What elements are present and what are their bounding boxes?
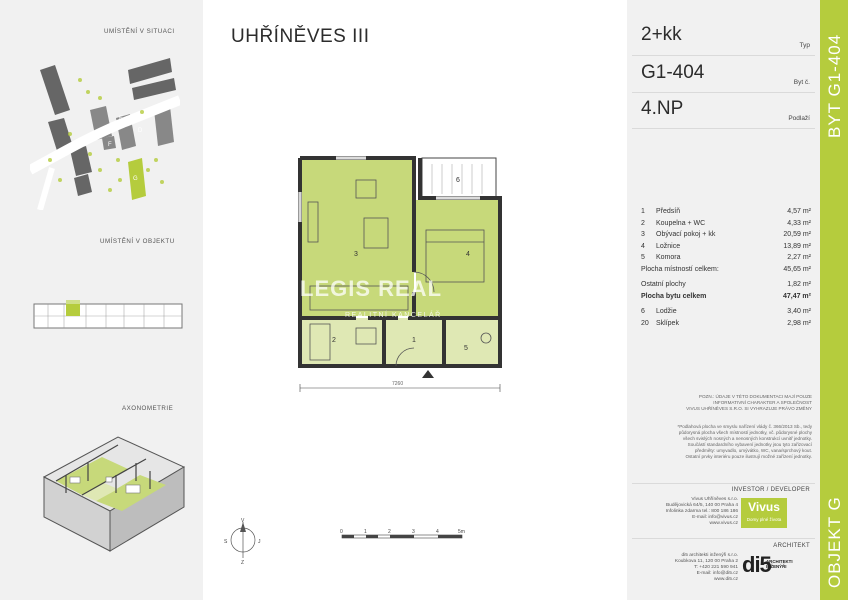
scale-bar bbox=[338, 528, 488, 542]
floor-area-note: *Podlahová plocha ve smyslu nařízení vlády č. 366/2013 Sb., tedy půdorysná plocha všech místností jednotky, vč. půdorysné plochy všech svislých nosných a nenosných konstrukcí uvnitř jednotky. Součástí standardního vybavení jednotky jsou tyto zařizovací předměty: umyvadlo, umývátko, WC, vana/sprchový kout. Ostatní prvky interiéru pouze ilustrují možné zařízení jednotky. bbox=[677, 424, 812, 459]
room-num: 1 bbox=[641, 208, 645, 216]
flat-total-label: Plocha bytu celkem bbox=[641, 292, 707, 300]
divider bbox=[632, 92, 815, 93]
vivus-logo[interactable] bbox=[741, 498, 787, 528]
extra-row bbox=[641, 306, 811, 318]
di5-logo-text: ARCHITEKTI INŽENÝŘI bbox=[766, 559, 793, 569]
investor-role: INVESTOR / DEVELOPER bbox=[731, 487, 810, 493]
watermark: LEGIS REAL bbox=[300, 276, 443, 301]
di5-logo[interactable] bbox=[742, 552, 792, 578]
vivus-logo-subtitle: Domy plné života bbox=[746, 517, 782, 522]
di5-logo-mark: di5 bbox=[742, 552, 771, 577]
rooms-total-value: 45,65 m² bbox=[783, 265, 811, 273]
room-label-5: 5 bbox=[464, 345, 468, 352]
axon-heading: AXONOMETRIE bbox=[122, 405, 174, 412]
disclaimer-note: POZN.: ÚDAJE V TÉTO DOKUMENTACI MAJÍ POUZE INFORMATIVNÍ CHARAKTER A SPOLEČNOST VIVUS UHŘÍNĚVES S.R.O. SI VYHRAZUJE PRÁVO ZMĚNY bbox=[686, 394, 812, 411]
extra-name: Sklípek bbox=[656, 319, 679, 327]
floor-value: 4.NP bbox=[641, 98, 684, 119]
room-num: 3 bbox=[641, 231, 645, 239]
room-name: Komora bbox=[656, 254, 681, 262]
extra-num: 6 bbox=[641, 308, 645, 316]
room-row bbox=[641, 252, 811, 264]
building-label-f: F bbox=[108, 142, 112, 148]
room-2-area bbox=[302, 318, 384, 364]
room-name: Ložnice bbox=[656, 242, 681, 250]
room-area: 4,57 m² bbox=[787, 208, 811, 216]
scale-label-1: 1 bbox=[364, 529, 367, 535]
compass-s: S bbox=[224, 539, 228, 545]
extra-name: Lodžie bbox=[656, 308, 677, 316]
rooms-total-row bbox=[641, 264, 811, 276]
room-area: 13,89 m² bbox=[783, 242, 811, 250]
architect-contact: di5 architekti inženýři s.r.o. Koubkova 11, 120 00 Praha 2 T: +420 221 590 941 E-mail: info@di5.cz www.di5.cz bbox=[674, 553, 738, 582]
compass-rose bbox=[218, 518, 268, 568]
situation-heading: UMÍSTĚNÍ V SITUACI bbox=[104, 28, 175, 35]
room-label-1: 1 bbox=[412, 337, 416, 344]
room-num: 2 bbox=[641, 219, 645, 227]
watermark-subtitle: REALITNÍ KANCELÁŘ bbox=[345, 312, 442, 319]
compass-j: J bbox=[258, 539, 261, 545]
floor-label: Podlaží bbox=[788, 115, 810, 122]
flat-number-label: Byt č. bbox=[793, 79, 810, 86]
vivus-logo-text: Vivus bbox=[748, 500, 780, 514]
band-building: OBJEKT G bbox=[825, 496, 844, 588]
flat-type-value: 2+kk bbox=[641, 24, 682, 45]
room-row bbox=[641, 218, 811, 230]
extra-num: 20 bbox=[641, 319, 649, 327]
divider bbox=[632, 128, 815, 129]
room-num: 5 bbox=[641, 254, 645, 262]
left-panel bbox=[0, 0, 203, 600]
dimension-label: 7260 bbox=[392, 381, 404, 387]
divider bbox=[632, 483, 815, 484]
object-heading: UMÍSTĚNÍ V OBJEKTU bbox=[100, 238, 175, 245]
scale-label-0: 0 bbox=[340, 529, 343, 535]
building-label-e: E bbox=[119, 116, 124, 122]
room-row bbox=[641, 229, 811, 241]
other-area-value: 1,82 m² bbox=[787, 281, 811, 289]
band-flat-id: BYT G1-404 bbox=[825, 33, 844, 138]
room-label-3: 3 bbox=[354, 251, 358, 258]
flat-number-value: G1-404 bbox=[641, 62, 705, 83]
extra-area: 3,40 m² bbox=[787, 308, 811, 316]
extra-row bbox=[641, 318, 811, 330]
extra-area: 2,98 m² bbox=[787, 319, 811, 327]
room-name: Obývací pokoj + kk bbox=[656, 231, 716, 239]
flat-type-label: Typ bbox=[799, 42, 810, 49]
floor-position-plan bbox=[28, 296, 186, 334]
other-area-label: Ostatní plochy bbox=[641, 281, 686, 289]
compass-z: Z bbox=[241, 560, 245, 566]
divider bbox=[632, 538, 815, 539]
room-row bbox=[641, 241, 811, 253]
axonometric-view bbox=[26, 415, 186, 555]
side-band bbox=[820, 0, 848, 600]
room-label-4: 4 bbox=[466, 251, 470, 258]
room-num: 4 bbox=[641, 242, 645, 250]
investor-contact: Vivus Uhříněves s.r.o. Budějovická 64/5, 140 00 Praha 4 Infolinka zdarma tel.: 800 186 186 E-mail: info@vivus.cz www.vivus.cz bbox=[665, 497, 738, 526]
room-area: 20,59 m² bbox=[783, 231, 811, 239]
building-label-d: D bbox=[138, 128, 143, 134]
room-label-2: 2 bbox=[332, 337, 336, 344]
room-table bbox=[641, 206, 811, 329]
scale-label-3: 3 bbox=[412, 529, 415, 535]
room-name: Předsíň bbox=[656, 208, 681, 216]
project-title: UHŘÍNĚVES III bbox=[231, 26, 370, 47]
scale-label-4: 4 bbox=[436, 529, 439, 535]
flat-total-value: 47,47 m² bbox=[782, 292, 811, 300]
divider bbox=[632, 55, 815, 56]
compass-v: V bbox=[241, 518, 245, 524]
flat-total-row bbox=[641, 291, 811, 303]
site-map bbox=[30, 50, 180, 210]
rooms-total-label: Plocha místností celkem: bbox=[641, 265, 719, 273]
scale-label-2: 2 bbox=[388, 529, 391, 535]
architect-role: ARCHITEKT bbox=[773, 543, 810, 549]
room-label-6: 6 bbox=[456, 177, 460, 184]
scale-label-5: 5m bbox=[458, 529, 465, 535]
room-row bbox=[641, 206, 811, 218]
room-area: 4,33 m² bbox=[787, 219, 811, 227]
room-area: 2,27 m² bbox=[787, 254, 811, 262]
other-area-row bbox=[641, 279, 811, 291]
building-label-g: G bbox=[133, 176, 138, 182]
room-name: Koupelna + WC bbox=[656, 219, 706, 227]
